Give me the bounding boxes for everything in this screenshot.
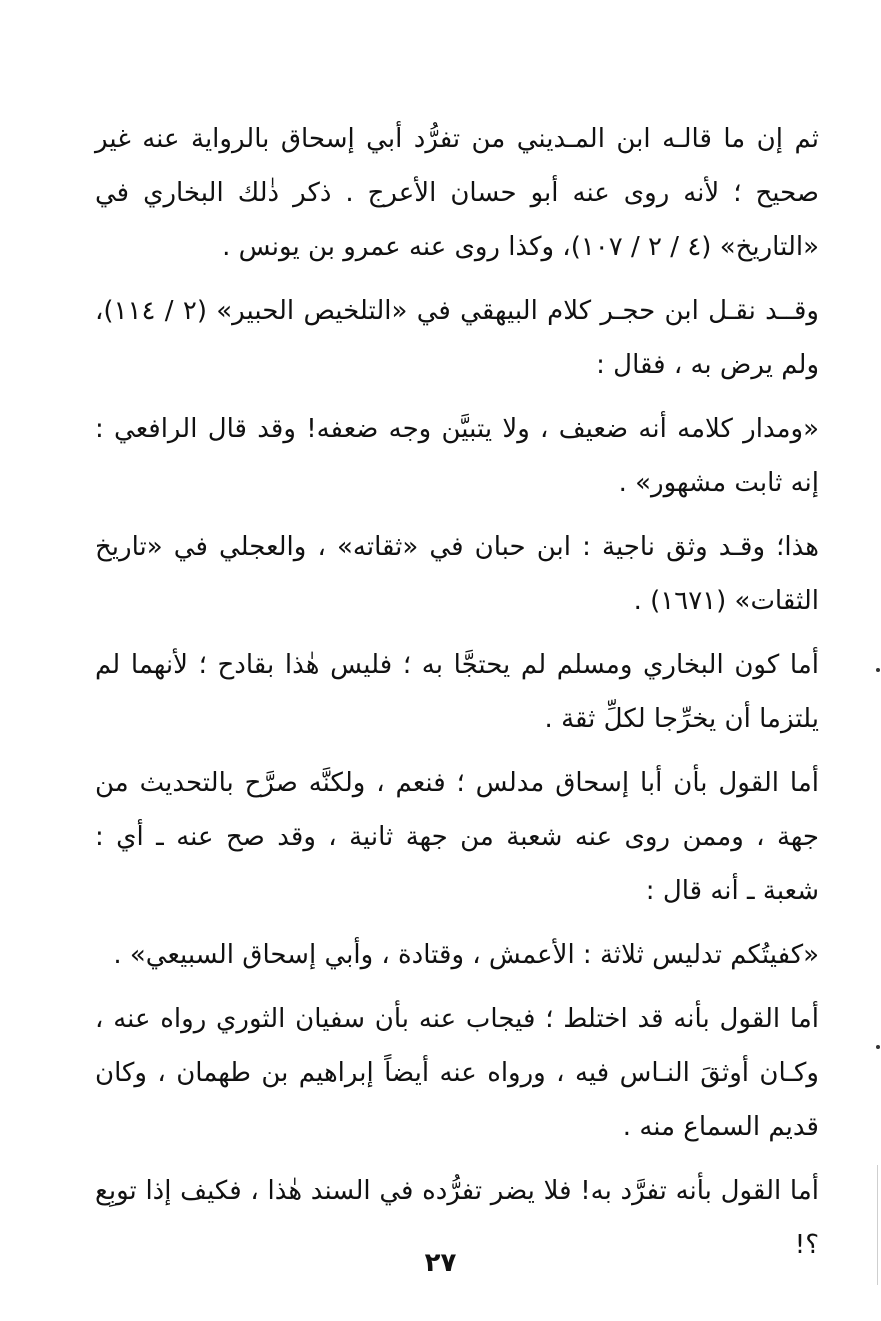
paragraph-2: وقــد نقـل ابن حجـر كلام البيهقي في «التلخيص الحبير» (٢ / ١١٤)، ولم يرض به ، فقال : xyxy=(95,296,819,380)
paragraph-8: أما القول بأنه قد اختلط ؛ فيجاب عنه بأن سفيان الثوري رواه عنه ، وكـان أوثقَ النـاس فيه ، ورواه عنه أيضاً إبراهيم بن طهمان ، وكان قديم السماع منه . xyxy=(95,1004,819,1142)
scan-edge-line xyxy=(877,1165,878,1285)
paragraph-6: أما القول بأن أبا إسحاق مدلس ؛ فنعم ، ولكنَّه صرَّح بالتحديث من جهة ، وممن روى عنه شعبة من جهة ثانية ، وقد صح عنه ـ أي : شعبة ـ أنه قال : xyxy=(95,768,819,906)
body-text xyxy=(95,112,819,1282)
paragraph-9: أما القول بأنه تفرَّد به! فلا يضر تفرُّده في السند هٰذا ، فكيف إذا توبِع ؟! xyxy=(95,1176,819,1260)
paragraph-1: ثم إن ما قالـه ابن المـديني من تفرُّد أبي إسحاق بالرواية عنه غير صحيح ؛ لأنه روى عنه أبو حسان الأعرج . ذكر ذٰلك البخاري في «التاريخ» (٤ / ٢ / ١٠٧)، وكذا روى عنه عمرو بن يونس . xyxy=(95,124,819,262)
margin-mark xyxy=(876,668,880,672)
paragraph-4: هذا؛ وقـد وثق ناجية : ابن حبان في «ثقاته» ، والعجلي في «تاريخ الثقات» (١٦٧١) . xyxy=(95,532,819,616)
paragraph-5: أما كون البخاري ومسلم لم يحتجَّا به ؛ فليس هٰذا بقادح ؛ لأنهما لم يلتزما أن يخرِّجا لكلِّ ثقة . xyxy=(95,650,819,734)
page-number: ٢٧ xyxy=(424,1248,457,1278)
margin-mark xyxy=(876,1045,880,1049)
paragraph-3-quote: «ومدار كلامه أنه ضعيف ، ولا يتبيَّن وجه ضعفه! وقد قال الرافعي : إنه ثابت مشهور» . xyxy=(95,414,819,498)
paragraph-7-quote: «كفيتُكم تدليس ثلاثة : الأعمش ، وقتادة ، وأبي إسحاق السبيعي» . xyxy=(113,940,819,970)
